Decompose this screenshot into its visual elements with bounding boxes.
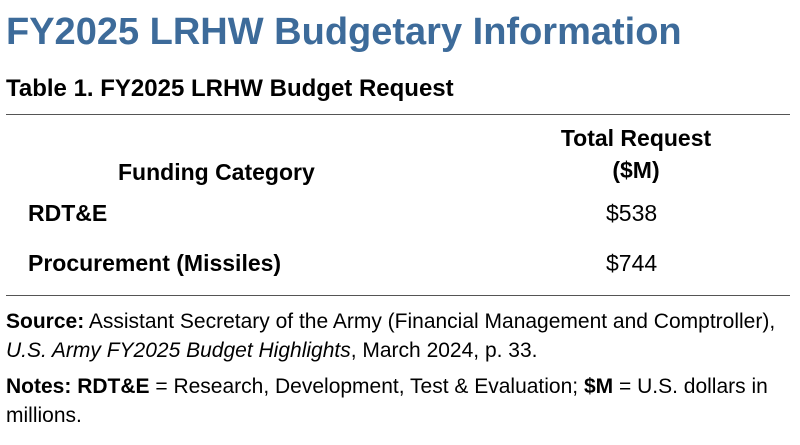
notes-definition-rdte: = Research, Development, Test & Evaluation; xyxy=(149,375,584,398)
source-label: Source: xyxy=(6,310,85,333)
table-row-label-rdte: RDT&E xyxy=(28,200,108,226)
table-row-label-procurement: Procurement (Missiles) xyxy=(28,250,282,276)
column-header-funding-category: Funding Category xyxy=(118,159,315,185)
table-bottom-rule xyxy=(6,295,790,296)
source-date: , March 2024, p. 33. xyxy=(350,339,538,362)
table-row-value-rdte: $538 xyxy=(606,200,658,226)
notes-term-millions: $M xyxy=(583,375,614,398)
column-header-total-request-line2: ($M) xyxy=(612,157,660,183)
notes-note xyxy=(6,372,796,430)
source-text: Assistant Secretary of the Army (Financial Management and Comptroller), xyxy=(88,310,776,333)
source-note xyxy=(6,307,796,365)
source-title: U.S. Army FY2025 Budget Highlights xyxy=(6,339,351,362)
table-top-rule xyxy=(6,114,790,115)
column-header-total-request xyxy=(536,122,736,186)
page-heading: FY2025 LRHW Budgetary Information xyxy=(6,11,682,53)
notes-label: Notes: xyxy=(6,375,72,398)
table-row-value-procurement: $744 xyxy=(606,250,658,276)
notes-term-rdte: RDT&E xyxy=(77,375,150,398)
table-caption: Table 1. FY2025 LRHW Budget Request xyxy=(6,75,454,102)
column-header-total-request-line1: Total Request xyxy=(560,125,712,151)
notes-definition-millions: = U.S. dollars in millions. xyxy=(6,375,768,427)
